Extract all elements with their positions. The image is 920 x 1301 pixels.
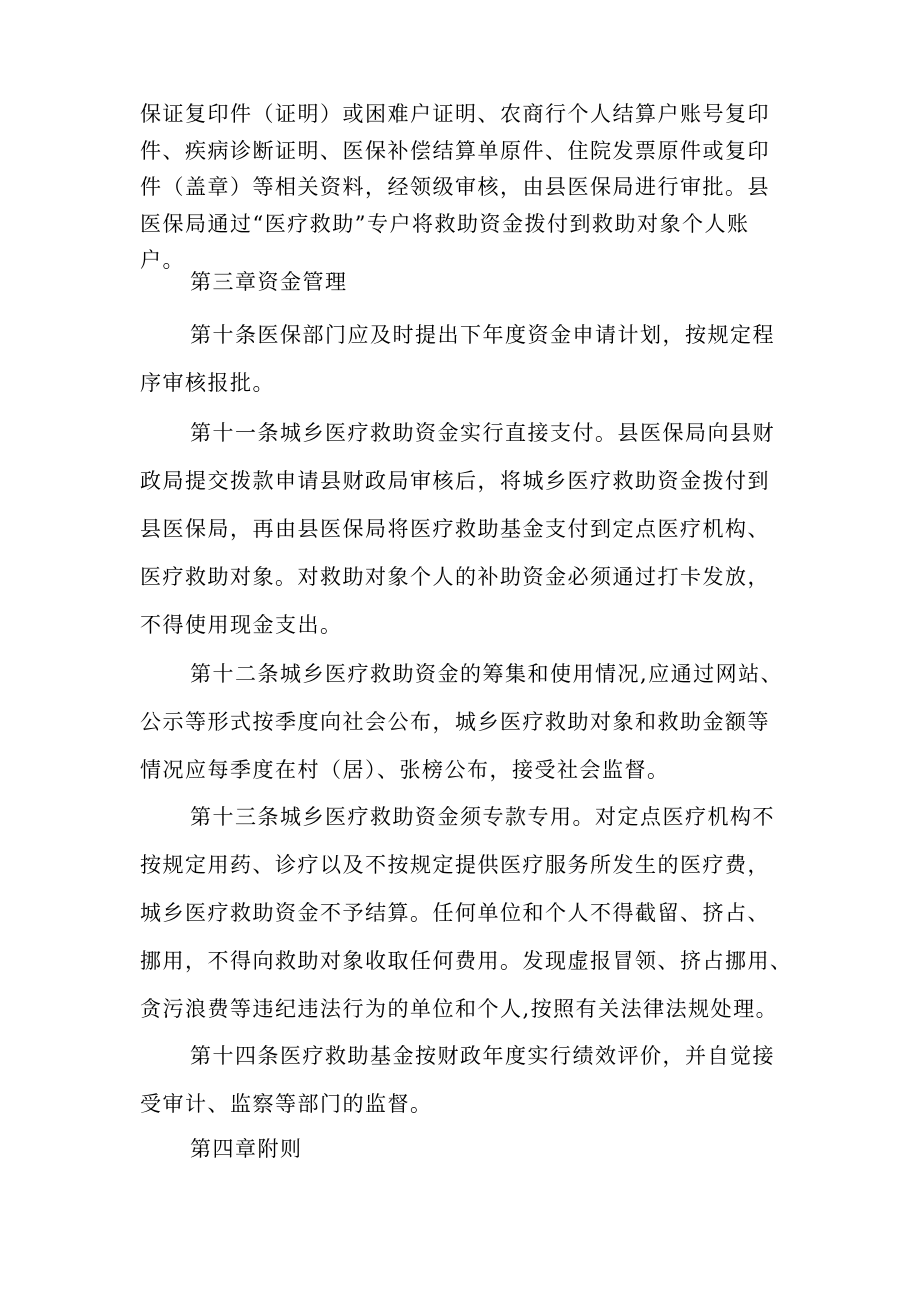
text-line: 第十二条城乡医疗救助资金的筹集和使用情况,应通过网站、 bbox=[190, 662, 784, 686]
text-line: 件（盖章）等相关资料，经领级审核，由县医保局进行审批。县 bbox=[140, 175, 770, 200]
text-line: 医保局通过“医疗救助”专户将救助资金拨付到救助对象个人账 bbox=[140, 211, 750, 236]
chapter-heading bbox=[140, 262, 800, 302]
text-line: 贪污浪费等违纪违法行为的单位和个人,按照有关法律法规处理。 bbox=[140, 997, 779, 1021]
article-paragraph bbox=[140, 311, 800, 407]
text-line: 第十四条医疗救助基金按财政年度实行绩效评价，并自觉接 bbox=[190, 1044, 775, 1068]
article-paragraph bbox=[140, 793, 800, 1033]
text-line: 不得使用现金支出。 bbox=[140, 613, 343, 637]
article-paragraph bbox=[140, 1032, 800, 1128]
text-line: 按规定用药、诊疗以及不按规定提供医疗服务所发生的医疗费， bbox=[140, 853, 770, 877]
text-line: 政局提交拨款申请县财政局审核后，将城乡医疗救助资金拨付到 bbox=[140, 469, 770, 493]
text-line: 情况应每季度在村（居）、张榜公布，接受社会监督。 bbox=[140, 758, 670, 782]
text-line: 第十条医保部门应及时提出下年度资金申请计划，按规定程 bbox=[190, 323, 775, 347]
text-line: 医疗救助对象。对救助对象个人的补助资金必须通过打卡发放， bbox=[140, 565, 770, 589]
text-line: 件、疾病诊断证明、医保补偿结算单原件、住院发票原件或复印 bbox=[140, 138, 770, 163]
paragraph-continuation bbox=[140, 96, 800, 279]
text-line: 保证复印件（证明）或困难户证明、农商行个人结算户账号复印 bbox=[140, 102, 770, 126]
text-line: 第十一条城乡医疗救助资金实行直接支付。县医保局向县财 bbox=[190, 421, 775, 445]
text-line: 挪用，不得向救助对象收取任何费用。发现虚报冒领、挤占挪用、 bbox=[140, 949, 793, 973]
text-line: 受审计、监察等部门的监督。 bbox=[140, 1092, 433, 1116]
chapter-title: 第三章资金管理 bbox=[190, 270, 348, 294]
article-paragraph bbox=[140, 650, 800, 794]
article-paragraph bbox=[140, 409, 800, 649]
text-line: 户。 bbox=[140, 248, 185, 273]
chapter-heading bbox=[140, 1129, 800, 1169]
text-line: 序审核报批。 bbox=[140, 371, 275, 395]
chapter-title: 第四章附则 bbox=[190, 1137, 303, 1161]
text-line: 公示等形式按季度向社会公布，城乡医疗救助对象和救助金额等 bbox=[140, 710, 770, 734]
text-line: 县医保局，再由县医保局将医疗救助基金支付到定点医疗机构、 bbox=[140, 517, 770, 541]
text-line: 第十三条城乡医疗救助资金须专款专用。对定点医疗机构不 bbox=[190, 805, 775, 829]
text-line: 城乡医疗救助资金不予结算。任何单位和个人不得截留、挤占、 bbox=[140, 901, 770, 925]
